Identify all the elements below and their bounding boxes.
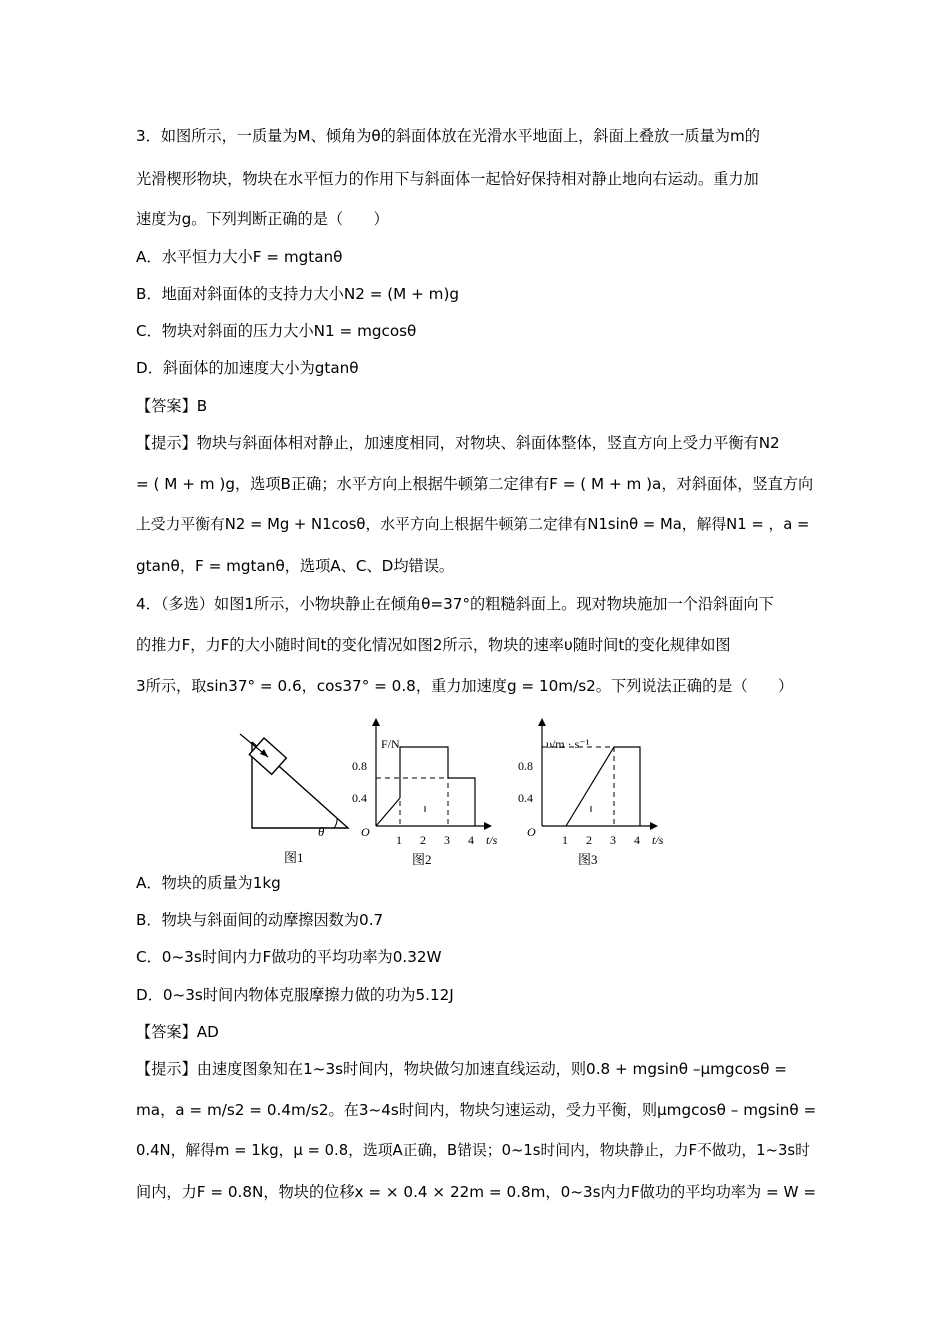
q3-hint-line-3: 上受力平衡有N2 = Mg + N1cosθ，水平方向上根据牛顿第二定律有N1sinθ = Ma，解得N1 = ，a = (136, 516, 810, 533)
fig2-xtick-2: 2 (420, 833, 426, 847)
figure-1-incline (240, 734, 348, 865)
fig3-series (566, 747, 640, 826)
q3-option-a: A．水平恒力大小F = mgtanθ (136, 248, 343, 266)
fig2-origin: O (361, 825, 370, 839)
figure-2-caption: 图2 (412, 852, 432, 867)
fig3-xtick-1: 1 (562, 833, 568, 847)
fig2-xlabel: t/s (486, 833, 498, 847)
figure-2-force-graph (352, 718, 498, 867)
fig2-xtick-4: 4 (468, 833, 474, 847)
q3-stem-line-3: 速度为g。下列判断正确的是（ ） (136, 210, 389, 228)
fig3-y-arrow (538, 718, 546, 726)
q4-stem-line-3: 3所示，取sin37° = 0.6，cos37° = 0.8，重力加速度g = 10m/s2。下列说法正确的是（ ） (136, 677, 794, 695)
figure-3-caption: 图3 (578, 852, 598, 867)
q4-hint-line-1: 【提示】由速度图象知在1~3s时间内，物块做匀加速直线运动，则0.8 + mgsinθ –μmgcosθ = (136, 1060, 787, 1078)
figure-1-caption: 图1 (284, 850, 304, 865)
q3-option-c: C．物块对斜面的压力大小N1 = mgcosθ (136, 322, 417, 340)
fig2-series-rise (376, 798, 400, 826)
figure-3-velocity-graph (518, 718, 664, 867)
fig2-series-steps (400, 747, 475, 826)
fig3-tick-08: 0.8 (518, 759, 533, 773)
q3-option-d: D．斜面体的加速度大小为gtanθ (136, 359, 359, 377)
q4-hint-line-3: 0.4N，解得m = 1kg，μ = 0.8，选项A正确，B错误；0~1s时间内，物块静止，力F不做功，1~3s时 (136, 1142, 810, 1159)
q4-hint-line-2: ma，a = m/s2 = 0.4m/s2。在3~4s时间内，物块匀速运动，受力平衡，则μmgcosθ – mgsinθ = (136, 1101, 817, 1119)
q3-option-b: B．地面对斜面体的支持力大小N2 = (M + m)g (136, 285, 460, 303)
q3-hint-line-2: = ( M + m )g，选项B正确；水平方向上根据牛顿第二定律有F = ( M + m )a，对斜面体，竖直方向 (136, 475, 814, 493)
q4-hint-line-4: 间内，力F = 0.8N，物块的位移x = × 0.4 × 22m = 0.8m，0~3s内力F做功的平均功率为 = W = (136, 1183, 817, 1201)
fig3-ylabel: υ/m · s⁻¹ (546, 737, 590, 751)
fig3-origin: O (527, 825, 536, 839)
fig2-tick-08: 0.8 (352, 759, 367, 773)
q3-stem-line-1: 3．如图所示，一质量为M、倾角为θ的斜面体放在光滑水平地面上，斜面上叠放一质量为m的 (136, 127, 760, 145)
q3-hint-line-4: gtanθ，F = mgtanθ，选项A、C、D均错误。 (136, 557, 455, 575)
q3-stem-line-2: 光滑楔形物块，物块在水平恒力的作用下与斜面体一起恰好保持相对静止地向右运动。重力加 (136, 170, 759, 188)
q4-answer: 【答案】AD (136, 1023, 219, 1041)
angle-label: θ (318, 824, 325, 839)
fig3-xlabel: t/s (652, 833, 664, 847)
fig2-y-arrow (372, 718, 380, 726)
q4-option-c: C．0~3s时间内力F做功的平均功率为0.32W (136, 948, 442, 966)
fig2-x-arrow (484, 822, 492, 830)
fig3-xtick-3: 3 (610, 833, 616, 847)
q4-figures-svg (230, 712, 690, 872)
fig2-xtick-3: 3 (444, 833, 450, 847)
q4-option-b: B．物块与斜面间的动摩擦因数为0.7 (136, 911, 384, 929)
q4-option-a: A．物块的质量为1kg (136, 874, 281, 892)
fig3-xtick-2: 2 (586, 833, 592, 847)
q4-option-d: D．0~3s时间内物体克服摩擦力做的功为5.12J (136, 986, 454, 1004)
q3-hint-line-1: 【提示】物块与斜面体相对静止，加速度相同，对物块、斜面体整体，竖直方向上受力平衡有N2 (136, 434, 780, 452)
fig2-xtick-1: 1 (396, 833, 402, 847)
angle-arc (334, 818, 337, 828)
fig3-x-arrow (650, 822, 658, 830)
fig2-ylabel: F/N (381, 737, 400, 751)
q4-figures (230, 712, 690, 872)
q4-stem-line-2: 的推力F，力F的大小随时间t的变化情况如图2所示，物块的速率υ随时间t的变化规律如图 (136, 636, 731, 654)
fig3-xtick-4: 4 (634, 833, 640, 847)
fig2-tick-04: 0.4 (352, 791, 367, 805)
q4-stem-line-1: 4．（多选）如图1所示，小物块静止在倾角θ=37°的粗糙斜面上。现对物块施加一个沿斜面向下 (136, 595, 774, 613)
q3-answer: 【答案】B (136, 397, 208, 415)
fig3-tick-04: 0.4 (518, 791, 533, 805)
